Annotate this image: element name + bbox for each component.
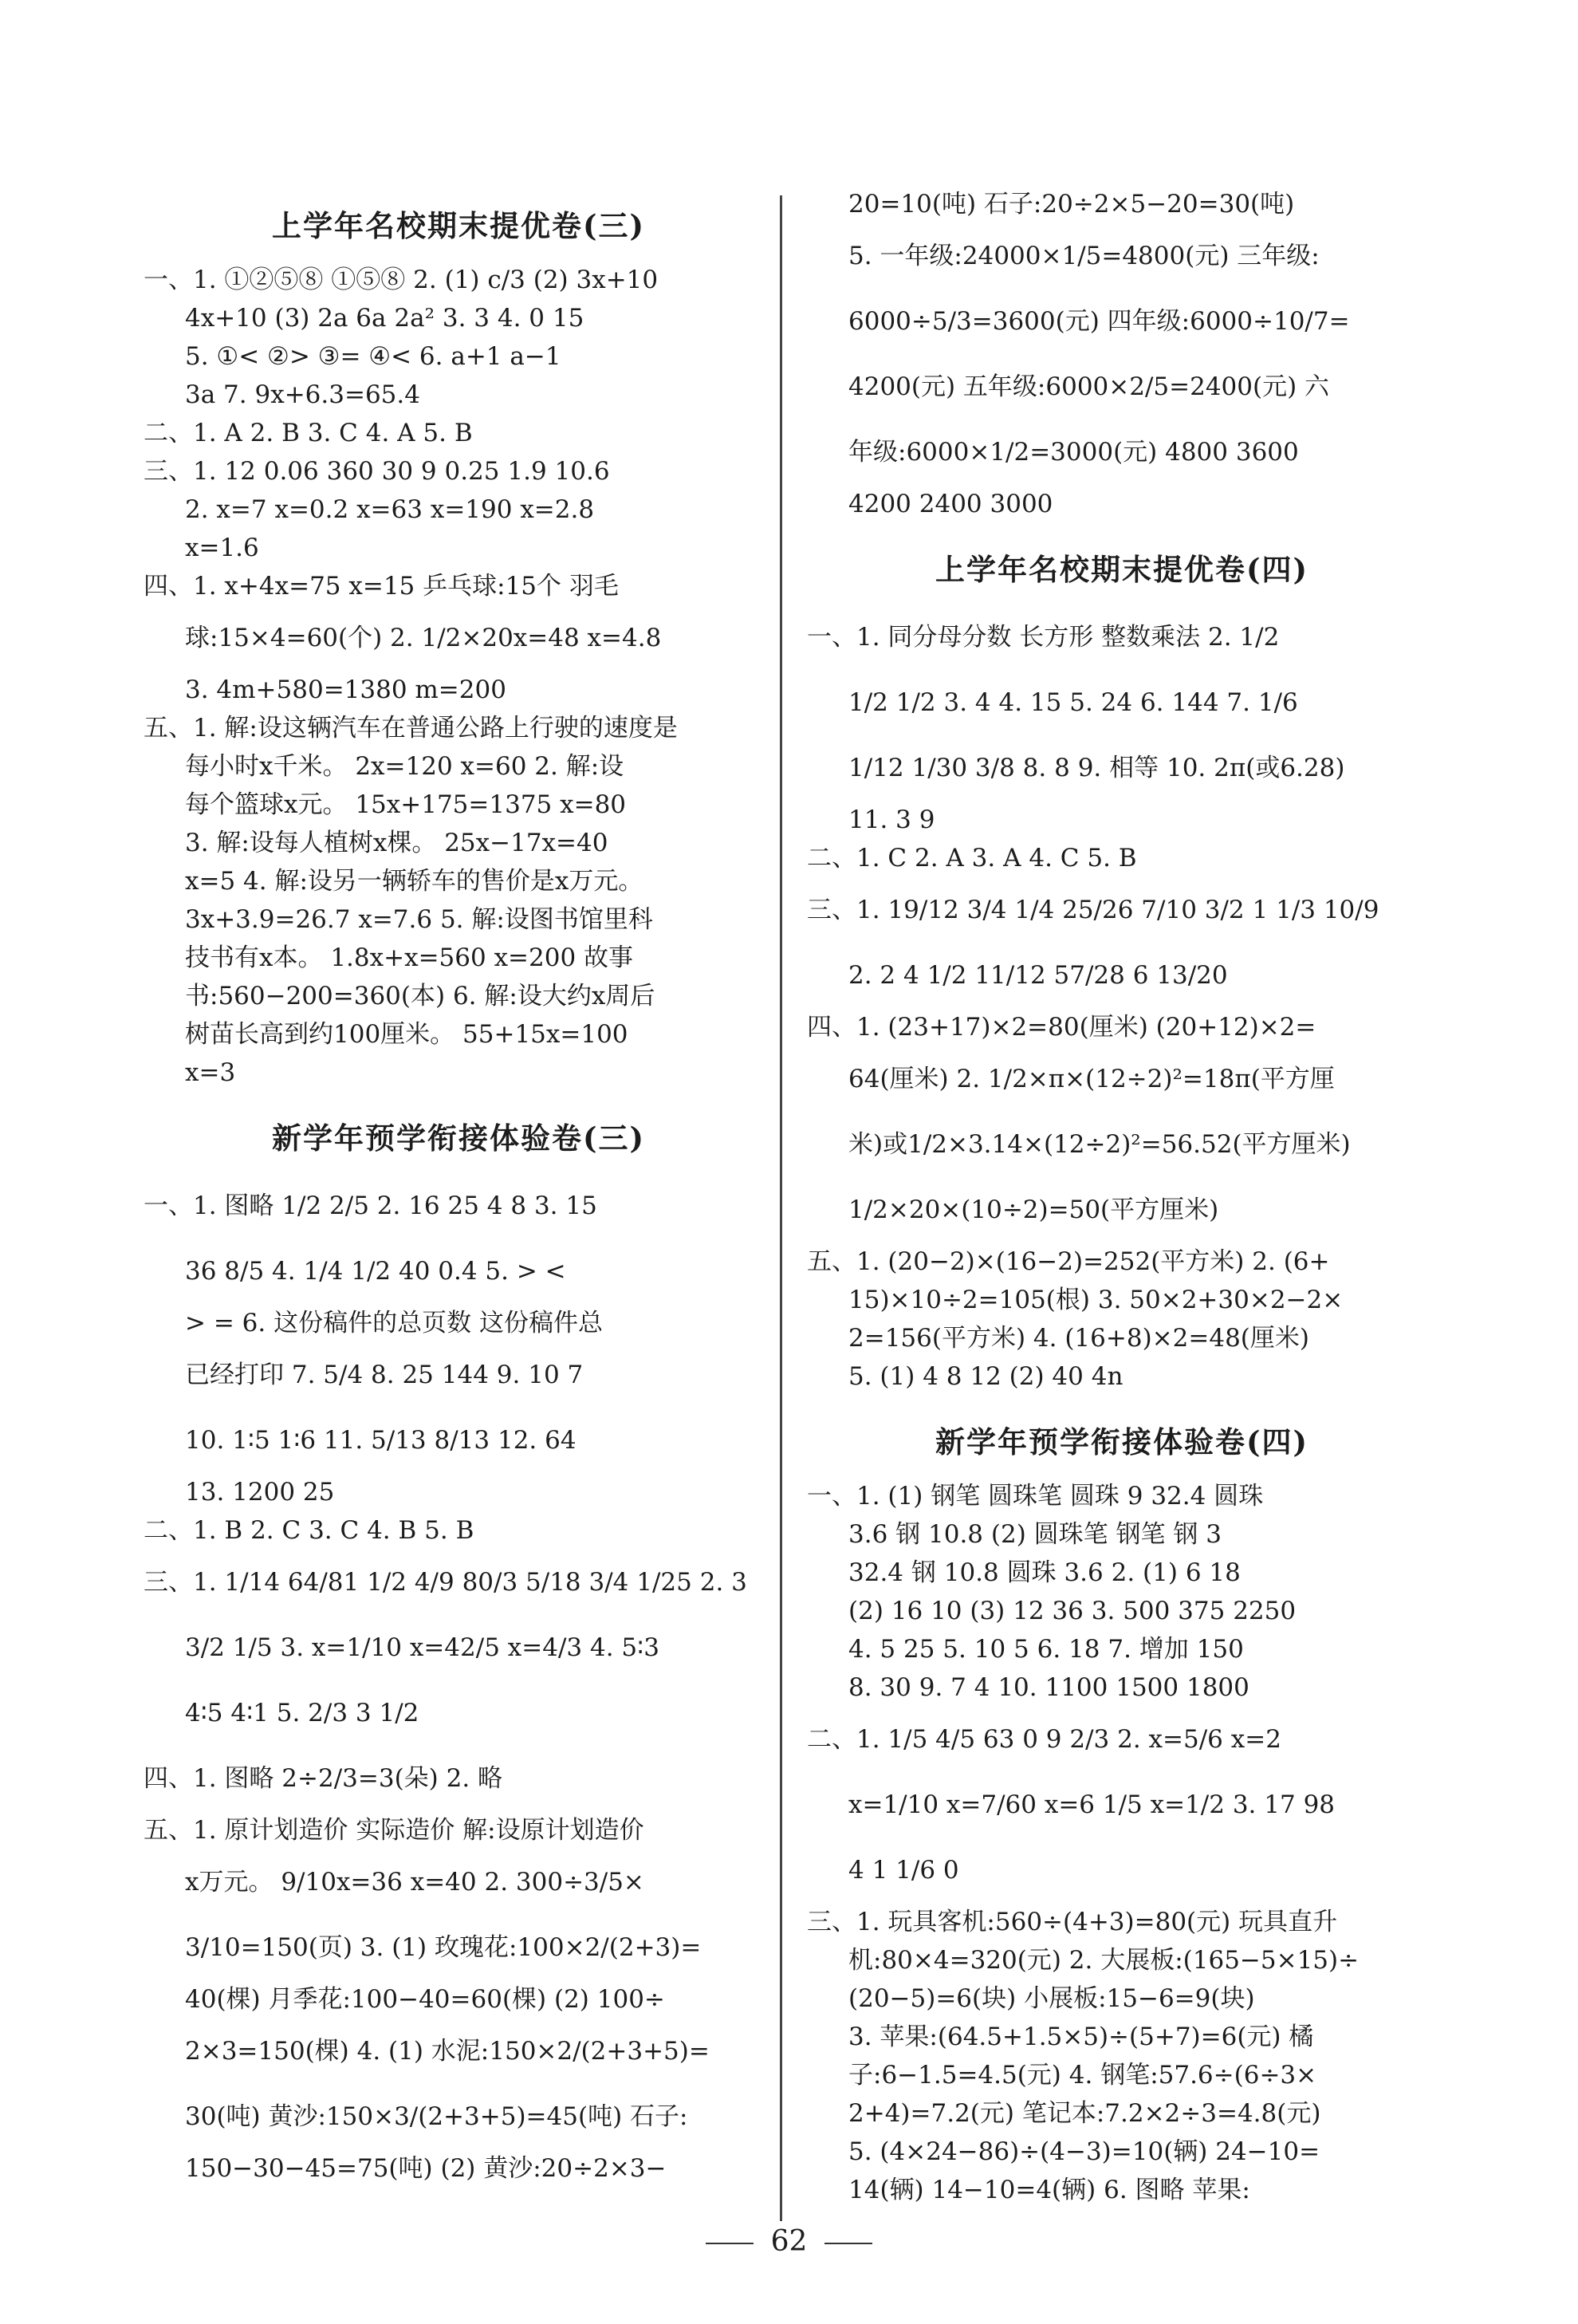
answer-line: 13. 1200 25 (185, 1478, 335, 1507)
answer-line: 4. 5 25 5. 10 5 6. 18 7. 增加 150 (848, 1635, 1244, 1664)
part-one (807, 1477, 1437, 1707)
part-three (807, 877, 1437, 1008)
answer-line: 20=10(吨) 石子:20÷2×5−20=30(吨) (848, 190, 1295, 219)
answer-line: 3/10=150(页) 3. (1) 玫瑰花:100×2/(2+3)= (185, 1933, 702, 1962)
answer-line: 五、1. 解:设这辆汽车在普通公路上行驶的速度是 (144, 714, 678, 742)
answer-line: x=1.6 (185, 534, 259, 562)
answer-line: 每个篮球x元。 15x+175=1375 x=80 (185, 790, 627, 819)
part-three (807, 1903, 1437, 2209)
answer-line: 3x+3.9=26.7 x=7.6 5. 解:设图书馆里科 (185, 905, 653, 934)
answer-line: (20−5)=6(块) 小展板:15−6=9(块) (848, 1984, 1255, 2013)
answer-line: 2. 2 4 1/2 11/12 57/28 6 13/20 (848, 961, 1228, 990)
answer-line: 1/12 1/30 3/8 8. 8 9. 相等 10. 2π(或6.28) (848, 754, 1345, 782)
part-two (807, 839, 1437, 877)
part-one (144, 1173, 773, 1511)
answer-line: 2=156(平方米) 4. (16+8)×2=48(厘米) (848, 1324, 1309, 1353)
answer-line: 4200(元) 五年级:6000×2/5=2400(元) 六 (848, 372, 1330, 401)
answer-line: 10. 1∶5 1∶6 11. 5/13 8/13 12. 64 (185, 1426, 577, 1455)
part-one (807, 605, 1437, 839)
answer-line: x万元。 9/10x=36 x=40 2. 300÷3/5× (185, 1868, 644, 1897)
answer-line: 1/2×20×(10÷2)=50(平方厘米) (848, 1195, 1219, 1224)
answer-line: 1/2 1/2 3. 4 4. 15 5. 24 6. 144 7. 1/6 (848, 688, 1298, 717)
part-two (144, 1511, 773, 1550)
answer-line: 已经打印 7. 5/4 8. 25 144 9. 10 7 (185, 1361, 584, 1389)
answer-line: 树苗长高到约100厘米。 55+15x=100 (185, 1020, 628, 1049)
answer-line: 5. ①< ②> ③= ④< 6. a+1 a−1 (185, 342, 561, 371)
answer-line: > = 6. 这份稿件的总页数 这份稿件总 (185, 1309, 603, 1337)
answer-line: 四、1. x+4x=75 x=15 乒乓球:15个 羽毛 (144, 572, 619, 601)
answer-line: 3. 4m+580=1380 m=200 (185, 676, 506, 704)
part-four (144, 1746, 773, 1811)
column-divider (780, 195, 782, 2221)
answer-line: x=1/10 x=7/60 x=6 1/5 x=1/2 3. 17 98 (848, 1790, 1336, 1819)
answer-line: 机:80×4=320(元) 2. 大展板:(165−5×15)÷ (848, 1946, 1360, 1975)
answer-line: 四、1. 图略 2÷2/3=3(朵) 2. 略 (144, 1764, 503, 1793)
answer-line: 三、1. 玩具客机:560÷(4+3)=80(元) 玩具直升 (807, 1908, 1338, 1936)
answer-line: 4∶5 4∶1 5. 2/3 3 1/2 (185, 1699, 419, 1727)
answer-line: 30(吨) 黄沙:150×3/(2+3+5)=45(吨) 石子: (185, 2102, 688, 2131)
answer-line: 每小时x千米。 2x=120 x=60 2. 解:设 (185, 752, 624, 781)
part-two (144, 414, 773, 452)
answer-line: 5. 一年级:24000×1/5=4800(元) 三年级: (848, 242, 1320, 270)
answer-line: 二、1. A 2. B 3. C 4. A 5. B (144, 419, 473, 447)
part-four (807, 1008, 1437, 1243)
answer-line: 36 8/5 4. 1/4 1/2 40 0.4 5. > < (185, 1257, 566, 1286)
answer-line: 五、1. (20−2)×(16−2)=252(平方米) 2. (6+ (807, 1247, 1330, 1276)
answer-line: x=5 4. 解:设另一辆轿车的售价是x万元。 (185, 867, 643, 896)
part-five (144, 709, 773, 1092)
answer-line: 5. (4×24−86)÷(4−3)=10(辆) 24−10= (848, 2137, 1320, 2166)
answer-line: 40(棵) 月季花:100−40=60(棵) (2) 100÷ (185, 1985, 665, 2014)
answer-line: 3.6 钢 10.8 (2) 圆珠笔 钢笔 钢 3 (848, 1520, 1222, 1549)
answer-line: 二、1. 1/5 4/5 63 0 9 2/3 2. x=5/6 x=2 (807, 1725, 1281, 1754)
part-four (144, 567, 773, 709)
part-three (144, 452, 773, 567)
answer-line: 五、1. 原计划造价 实际造价 解:设原计划造价 (144, 1816, 644, 1845)
section-title: 新学年预学衔接体验卷(三) (271, 1121, 645, 1156)
part-five (144, 1811, 773, 2188)
answer-line: 2+4)=7.2(元) 笔记本:7.2×2÷3=4.8(元) (848, 2099, 1321, 2128)
answer-line: 4x+10 (3) 2a 6a 2a² 3. 3 4. 0 15 (185, 304, 584, 333)
answer-line: 一、1. 图略 1/2 2/5 2. 16 25 4 8 3. 15 (144, 1192, 597, 1220)
answer-line: 3/2 1/5 3. x=1/10 x=42/5 x=4/3 4. 5∶3 (185, 1633, 659, 1662)
answer-line: 64(厘米) 2. 1/2×π×(12÷2)²=18π(平方厘 (848, 1065, 1335, 1093)
answer-line: 3a 7. 9x+6.3=65.4 (185, 380, 420, 409)
answer-line: 3. 苹果:(64.5+1.5×5)÷(5+7)=6(元) 橘 (848, 2023, 1314, 2051)
footer-dash (706, 2243, 754, 2244)
answer-line: 三、1. 12 0.06 360 30 9 0.25 1.9 10.6 (144, 457, 610, 486)
answer-line: 150−30−45=75(吨) (2) 黄沙:20÷2×3− (185, 2154, 667, 2183)
answer-line: 一、1. ①②⑤⑧ ①⑤⑧ 2. (1) c/3 (2) 3x+10 (144, 266, 659, 294)
part-two (807, 1707, 1437, 1903)
answer-line: 5. (1) 4 8 12 (2) 40 4n (848, 1362, 1123, 1391)
answer-line: 2. x=7 x=0.2 x=63 x=190 x=2.8 (185, 495, 595, 524)
page-number: 62 (770, 2225, 808, 2258)
answer-line: 三、1. 19/12 3/4 1/4 25/26 7/10 3/2 1 1/3 10/9 (807, 896, 1379, 924)
page-number-footer (0, 2225, 1578, 2258)
answer-line: 6000÷5/3=3600(元) 四年级:6000÷10/7= (848, 307, 1350, 336)
part-five (807, 1243, 1437, 1396)
part-one (144, 261, 773, 414)
footer-dash (824, 2243, 872, 2244)
left-column (144, 179, 773, 2188)
answer-line: 4200 2400 3000 (848, 490, 1053, 518)
answer-line: 年级:6000×1/2=3000(元) 4800 3600 (848, 438, 1299, 467)
answer-line: 二、1. C 2. A 3. A 4. C 5. B (807, 844, 1137, 872)
answer-line: 三、1. 1/14 64/81 1/2 4/9 80/3 5/18 3/4 1/25 2. 3 (144, 1568, 747, 1597)
answer-line: (2) 16 10 (3) 12 36 3. 500 375 2250 (848, 1597, 1297, 1625)
section-title: 上学年名校期末提优卷(三) (271, 208, 645, 243)
answer-line: 一、1. 同分母分数 长方形 整数乘法 2. 1/2 (807, 623, 1280, 652)
answer-line: 米)或1/2×3.14×(12÷2)²=56.52(平方厘米) (848, 1130, 1351, 1159)
answer-line: x=3 (185, 1058, 236, 1087)
answer-line: 二、1. B 2. C 3. C 4. B 5. B (144, 1516, 474, 1545)
section-title: 上学年名校期末提优卷(四) (935, 552, 1308, 587)
answer-line: 32.4 钢 10.8 圆珠 3.6 2. (1) 6 18 (848, 1558, 1241, 1587)
answer-line: 4 1 1/6 0 (848, 1856, 959, 1885)
answer-line: 14(辆) 14−10=4(辆) 6. 图略 苹果: (848, 2176, 1250, 2204)
answer-line: 技书有x本。 1.8x+x=560 x=200 故事 (185, 943, 634, 972)
answer-line: 8. 30 9. 7 4 10. 1100 1500 1800 (848, 1673, 1249, 1702)
right-column (807, 185, 1437, 2209)
answer-line: 3. 解:设每人植树x棵。 25x−17x=40 (185, 829, 608, 857)
answer-line: 子:6−1.5=4.5(元) 4. 钢笔:57.6÷(6÷3× (848, 2061, 1317, 2090)
answer-line: 11. 3 9 (848, 806, 935, 834)
answer-line: 球:15×4=60(个) 2. 1/2×20x=48 x=4.8 (185, 624, 662, 652)
answer-line: 一、1. (1) 钢笔 圆珠笔 圆珠 9 32.4 圆珠 (807, 1482, 1264, 1511)
answer-line: 书:560−200=360(本) 6. 解:设大约x周后 (185, 982, 655, 1010)
section-title: 新学年预学衔接体验卷(四) (935, 1424, 1308, 1459)
continued-part (807, 185, 1437, 523)
answer-line: 15)×10÷2=105(根) 3. 50×2+30×2−2× (848, 1286, 1344, 1314)
part-three (144, 1550, 773, 1746)
answer-line: 四、1. (23+17)×2=80(厘米) (20+12)×2= (807, 1013, 1316, 1042)
answer-line: 2×3=150(棵) 4. (1) 水泥:150×2/(2+3+5)= (185, 2037, 710, 2066)
